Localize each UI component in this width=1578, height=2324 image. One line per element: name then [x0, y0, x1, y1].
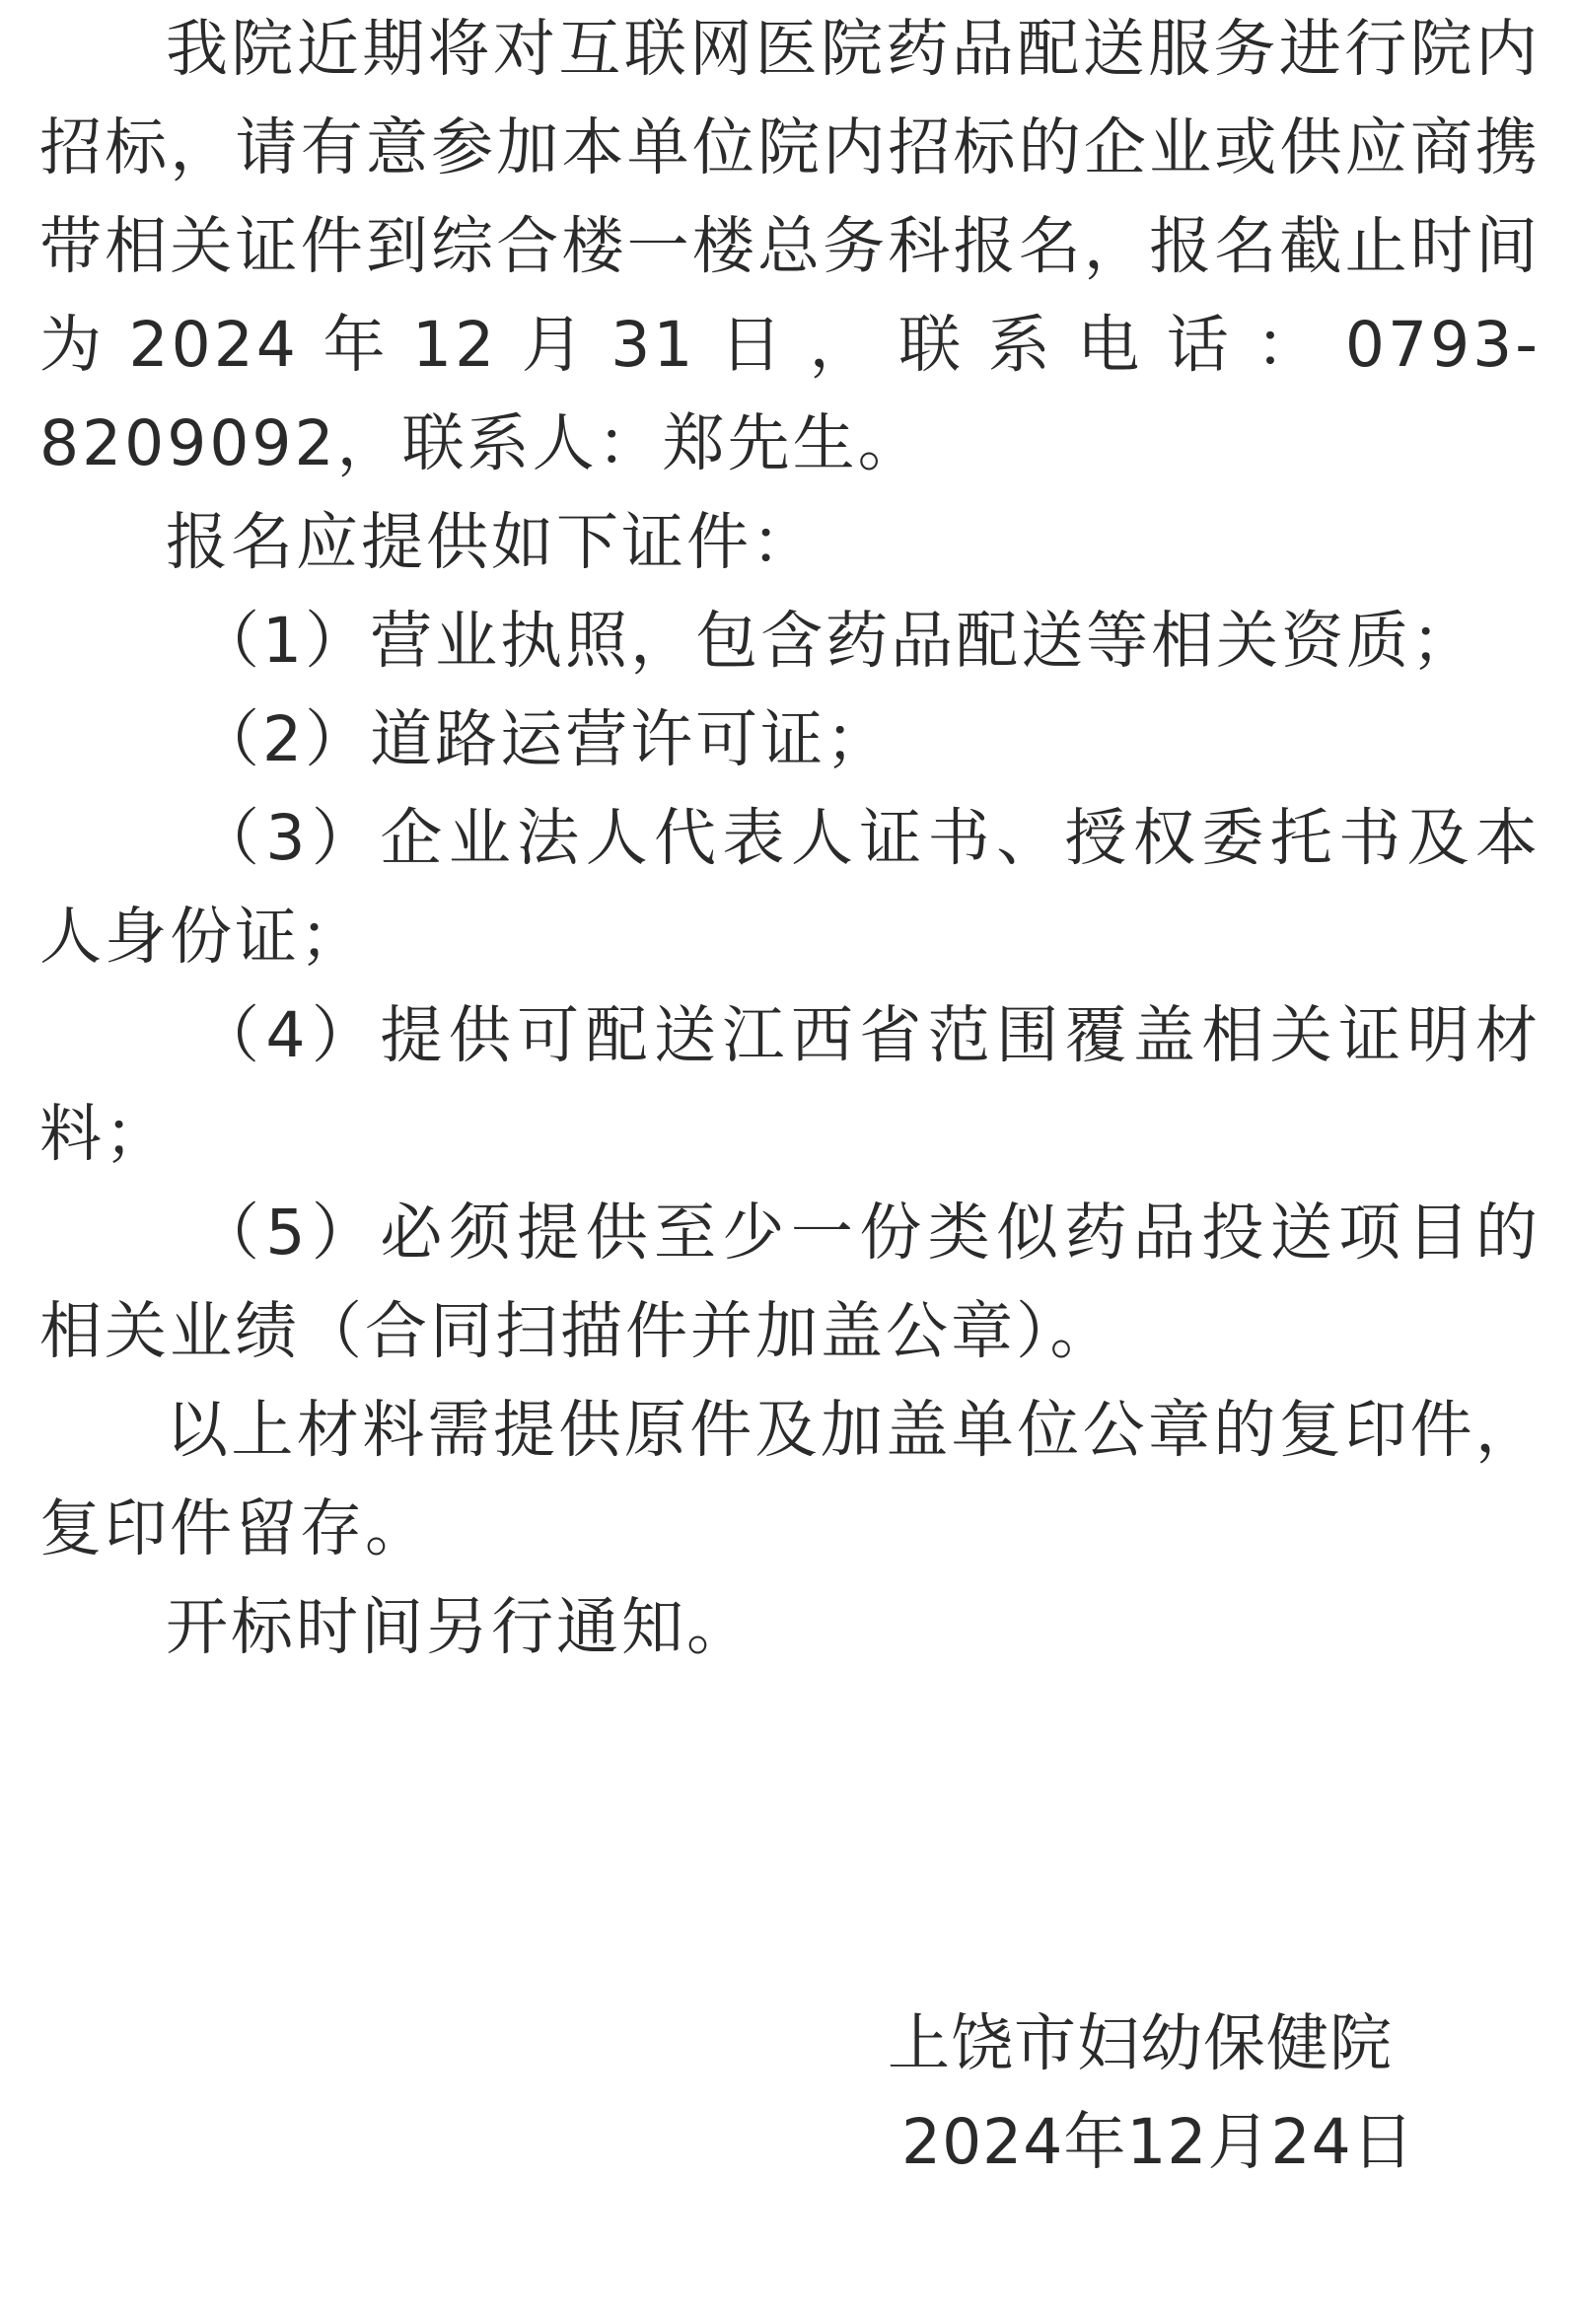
signature-organization: 上饶市妇幼保健院	[888, 2007, 1393, 2079]
requirement-item-2: （2）道路运营许可证；	[197, 703, 892, 775]
requirement-item-5: （5）必须提供至少一份类似药品投送项目的相关业绩（合同扫描件并加盖公章）。	[39, 1197, 1541, 1367]
signature-block	[888, 1995, 1440, 2192]
signature-date: 2024年12月24日	[901, 2106, 1415, 2178]
opening-note-paragraph: 开标时间另行通知。	[166, 1591, 752, 1663]
copies-note-paragraph: 以上材料需提供原件及加盖单位公章的复印件，复印件留存。	[39, 1394, 1541, 1564]
requirement-item-3: （3）企业法人代表人证书、授权委托书及本人身份证；	[39, 802, 1541, 973]
intro-paragraph: 我院近期将对互联网医院药品配送服务进行院内招标，请有意参加本单位院内招标的企业或供应商携带相关证件到综合楼一楼总务科报名，报名截止时间为2024年12月31日，联系电话：0793-8209092，联系人：郑先生。	[39, 13, 1541, 479]
requirements-heading: 报名应提供如下证件：	[166, 506, 817, 578]
requirement-item-1: （1）营业执照，包含药品配送等相关资质；	[197, 605, 1477, 677]
requirement-item-4: （4）提供可配送江西省范围覆盖相关证明材料；	[39, 999, 1541, 1170]
notice-body	[39, 0, 1541, 1677]
